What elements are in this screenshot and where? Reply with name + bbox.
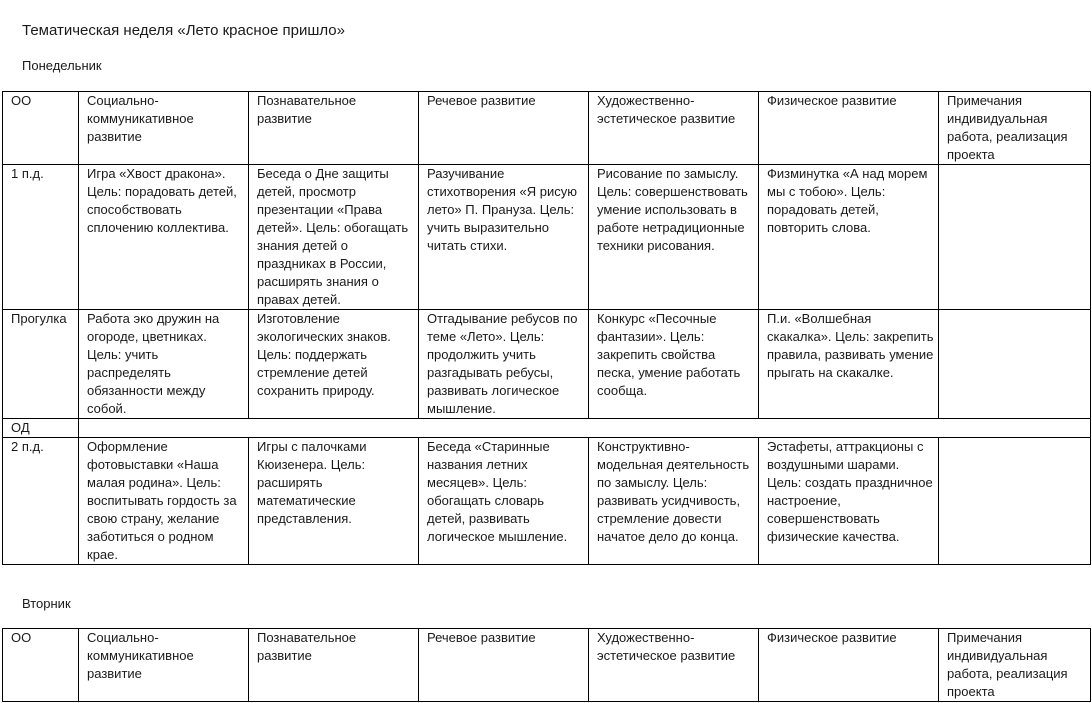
day-heading-monday: Понедельник bbox=[22, 58, 102, 73]
table-cell: Изготовление экологических знаков. Цель: поддержать стремление детей сохранить природу. bbox=[249, 310, 419, 419]
header-cell-social: Социально-коммуникативное развитие bbox=[79, 92, 249, 165]
table-header-row bbox=[3, 92, 1091, 165]
table-cell-merged bbox=[79, 419, 1091, 438]
header-cell-cognitive: Познавательное развитие bbox=[249, 92, 419, 165]
header-cell-notes: Примечания индивидуальная работа, реализация проекта bbox=[939, 92, 1091, 165]
header-cell-speech: Речевое развитие bbox=[419, 629, 589, 702]
table-cell bbox=[939, 310, 1091, 419]
table-row bbox=[3, 438, 1091, 565]
row-label: 2 п.д. bbox=[3, 438, 79, 565]
header-cell-physical: Физическое развитие bbox=[759, 92, 939, 165]
header-cell-cognitive: Познавательное развитие bbox=[249, 629, 419, 702]
table-row bbox=[3, 310, 1091, 419]
table-cell: Разучивание стихотворения «Я рисую лето» П. Прануза. Цель: учить выразительно читать стихи. bbox=[419, 165, 589, 310]
table-cell: Физминутка «А над морем мы с тобою». Цель: порадовать детей, повторить слова. bbox=[759, 165, 939, 310]
row-label: ОД bbox=[3, 419, 79, 438]
table-header-row bbox=[3, 629, 1091, 702]
table-cell: Эстафеты, аттракционы с воздушными шарами. Цель: создать праздничное настроение, совершенствовать физические качества. bbox=[759, 438, 939, 565]
table-row bbox=[3, 165, 1091, 310]
schedule-table-monday bbox=[2, 91, 1091, 565]
header-cell-oo: ОО bbox=[3, 92, 79, 165]
row-label: Прогулка bbox=[3, 310, 79, 419]
header-cell-art: Художественно-эстетическое развитие bbox=[589, 629, 759, 702]
document-title: Тематическая неделя «Лето красное пришло» bbox=[22, 22, 345, 39]
header-cell-notes: Примечания индивидуальная работа, реализация проекта bbox=[939, 629, 1091, 702]
table-cell: Конструктивно-модельная деятельность по замыслу. Цель: развивать усидчивость, стремление довести начатое дело до конца. bbox=[589, 438, 759, 565]
table-cell: Работа эко дружин на огороде, цветниках. Цель: учить распределять обязанности между собой. bbox=[79, 310, 249, 419]
table-cell: Беседа о Дне защиты детей, просмотр презентации «Права детей». Цель: обогащать знания детей о праздниках в России, расширять знания о правах детей. bbox=[249, 165, 419, 310]
table-cell: Отгадывание ребусов по теме «Лето». Цель: продолжить учить разгадывать ребусы, развивать логическое мышление. bbox=[419, 310, 589, 419]
day-heading-tuesday: Вторник bbox=[22, 596, 71, 611]
table-cell bbox=[939, 165, 1091, 310]
schedule-table-tuesday bbox=[2, 628, 1091, 702]
table-cell: П.и. «Волшебная скакалка». Цель: закрепить правила, развивать умение прыгать на скакалке. bbox=[759, 310, 939, 419]
header-cell-oo: ОО bbox=[3, 629, 79, 702]
table-cell: Оформление фотовыставки «Наша малая родина». Цель: воспитывать гордость за свою страну, желание заботиться о родном крае. bbox=[79, 438, 249, 565]
table-cell: Беседа «Старинные названия летних месяцев». Цель: обогащать словарь детей, развивать логическое мышление. bbox=[419, 438, 589, 565]
table-cell: Игра «Хвост дракона». Цель: порадовать детей, способствовать сплочению коллектива. bbox=[79, 165, 249, 310]
table-cell: Рисование по замыслу. Цель: совершенствовать умение использовать в работе нетрадиционные техники рисования. bbox=[589, 165, 759, 310]
header-cell-social: Социально-коммуникативное развитие bbox=[79, 629, 249, 702]
header-cell-art: Художественно-эстетическое развитие bbox=[589, 92, 759, 165]
table-cell bbox=[939, 438, 1091, 565]
table-row bbox=[3, 419, 1091, 438]
table-cell: Конкурс «Песочные фантазии». Цель: закрепить свойства песка, умение работать сообща. bbox=[589, 310, 759, 419]
table-cell: Игры с палочками Кюизенера. Цель: расширять математические представления. bbox=[249, 438, 419, 565]
header-cell-speech: Речевое развитие bbox=[419, 92, 589, 165]
row-label: 1 п.д. bbox=[3, 165, 79, 310]
header-cell-physical: Физическое развитие bbox=[759, 629, 939, 702]
